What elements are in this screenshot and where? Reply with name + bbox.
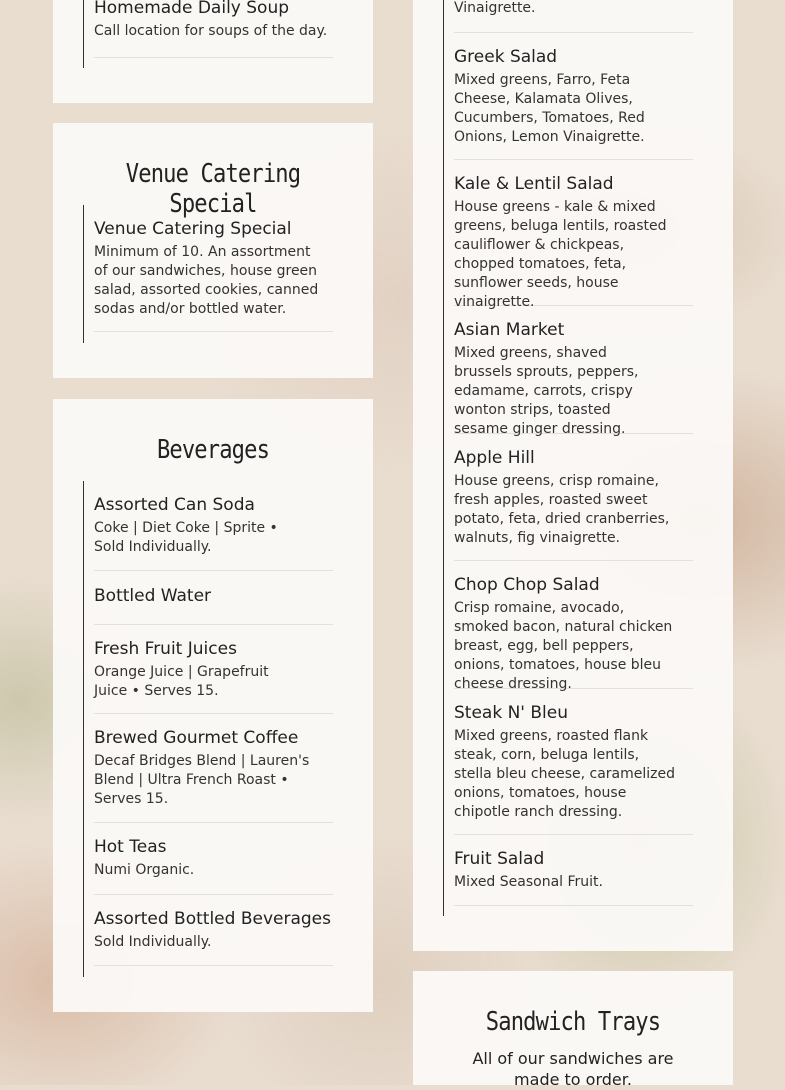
salads-menu-list (443, 0, 694, 916)
sandwich-trays-card (413, 971, 733, 1089)
menu-item-description: Mixed greens, roasted flank steak, corn, beluga lentils, stella bleu cheese, caramelized onions, tomatoes, house chipotle ranch dressing. (454, 728, 676, 820)
menu-item (94, 714, 333, 823)
menu-item-description: Mixed greens, Farro, Feta Cheese, Kalamata Olives, Cucumbers, Tomatoes, Red Onions, Lemon Vinaigrette. (454, 72, 645, 145)
menu-item (94, 895, 333, 966)
menu-item (454, 689, 693, 835)
venue-catering-card (53, 123, 373, 378)
menu-item (94, 481, 333, 571)
menu-item-name: Venue Catering Special (94, 219, 292, 239)
menu-item (454, 561, 693, 692)
menu-item (94, 0, 333, 58)
menu-item-name: Bottled Water (94, 586, 212, 606)
menu-item-name: Apple Hill (454, 448, 535, 468)
menu-item-description: House greens, crisp romaine, fresh apples, roasted sweet potato, feta, dried cranberries, walnuts, fig vinaigrette. (454, 473, 670, 546)
menu-item-name: Brewed Gourmet Coffee (94, 728, 299, 748)
menu-item (94, 571, 333, 625)
soup-menu-list (83, 0, 334, 68)
menu-item-name: Asian Market (454, 320, 565, 340)
beverages-card (53, 399, 373, 1012)
menu-item-description: Call location for soups of the day. (94, 23, 328, 39)
menu-item-name: Homemade Daily Soup (94, 0, 290, 18)
menu-item-description: House greens - kale & mixed greens, beluga lentils, roasted cauliflower & chickpeas, chopped tomatoes, feta, sunflower seeds, house vinaigrette. (454, 199, 667, 310)
menu-item-name: Hot Teas (94, 837, 167, 857)
menu-item-name: Fresh Fruit Juices (94, 639, 237, 659)
menu-item-description: Vinaigrette. (454, 0, 536, 16)
menu-item-description: Crisp romaine, avocado, smoked bacon, natural chicken breast, egg, bell peppers, onions, tomatoes, house bleu cheese dressing. (454, 600, 673, 692)
card-title: Venue Catering Special (125, 159, 301, 219)
menu-item (94, 823, 333, 895)
menu-item (454, 835, 693, 906)
menu-item (94, 625, 333, 714)
menu-item-name: Fruit Salad (454, 849, 545, 869)
menu-item (454, 160, 693, 310)
menu-item-name: Greek Salad (454, 47, 558, 67)
menu-item-fragment (454, 0, 693, 33)
venue-menu-list (83, 205, 334, 343)
menu-item-description: Orange Juice | Grapefruit Juice • Serves 15. (94, 664, 269, 699)
menu-item-description: Numi Organic. (94, 862, 195, 878)
menu-item-name: Assorted Can Soda (94, 495, 255, 515)
beverages-menu-list (83, 481, 334, 977)
menu-item-description: Sold Individually. (94, 934, 212, 950)
menu-item-name: Assorted Bottled Beverages (94, 909, 331, 929)
menu-item (454, 33, 693, 160)
menu-item-name: Chop Chop Salad (454, 575, 600, 595)
menu-item-description: Minimum of 10. An assortment of our sandwiches, house green salad, assorted cookies, canned sodas and/or bottled water. (94, 244, 319, 317)
menu-item (454, 306, 693, 437)
menu-item-description: Coke | Diet Coke | Sprite • Sold Individually. (94, 520, 278, 555)
menu-item-description: Decaf Bridges Blend | Lauren's Blend | Ultra French Roast • Serves 15. (94, 753, 310, 807)
menu-item (94, 205, 333, 332)
salads-card (413, 0, 733, 951)
card-intro-text: All of our sandwiches are made to order. (472, 1049, 674, 1089)
menu-item-description: Mixed greens, shaved brussels sprouts, peppers, edamame, carrots, crispy wonton strips, toasted sesame ginger dressing. (454, 345, 639, 437)
menu-item (454, 434, 693, 561)
soup-card (53, 0, 373, 103)
menu-item-description: Mixed Seasonal Fruit. (454, 874, 603, 890)
menu-item-name: Kale & Lentil Salad (454, 174, 614, 194)
card-title: Beverages (156, 435, 270, 465)
menu-item-name: Steak N' Bleu (454, 703, 568, 723)
card-title: Sandwich Trays (485, 1007, 661, 1037)
